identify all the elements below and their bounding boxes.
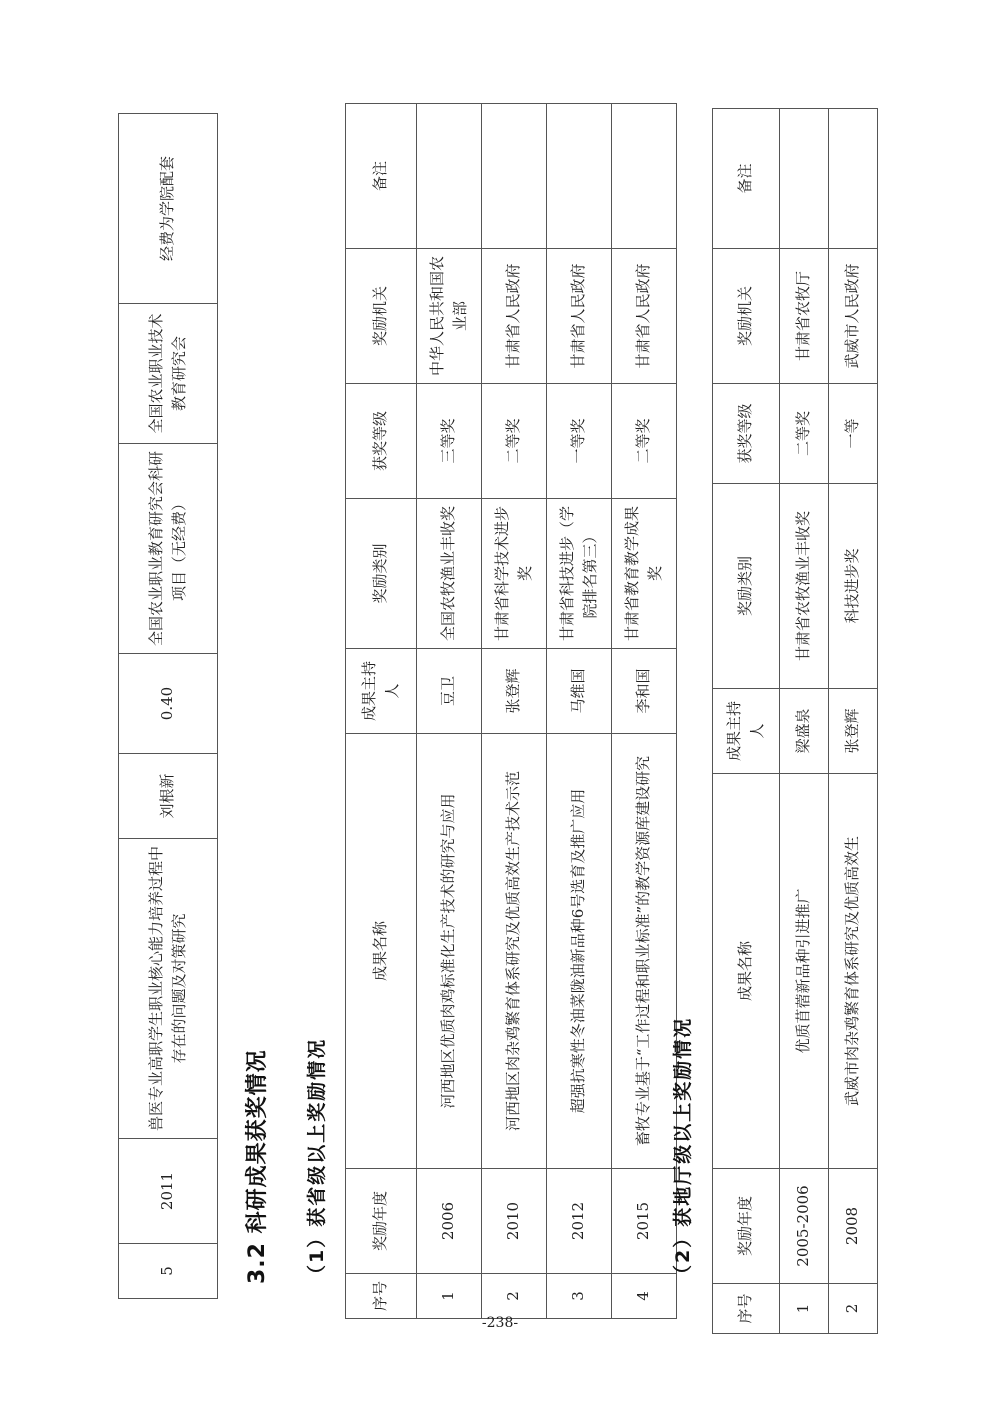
- cell-index: 5: [119, 1244, 218, 1299]
- table-row: [119, 114, 218, 1299]
- section-title: 3.2 科研成果获奖情况: [245, 1049, 270, 1284]
- cell: [547, 104, 612, 249]
- district-awards-table: [712, 108, 878, 1334]
- provincial-awards-table: [345, 103, 677, 1319]
- cell: [780, 109, 829, 249]
- cell: 1: [417, 1274, 482, 1319]
- cell: 2: [482, 1274, 547, 1319]
- header-level: 获奖等级: [713, 384, 780, 484]
- cell-project-name: 兽医专业高职学生职业核心能力培养过程中存在的问题及对策研究: [119, 839, 218, 1139]
- cell: 2010: [482, 1169, 547, 1274]
- cell: 2012: [547, 1169, 612, 1274]
- cell: 2006: [417, 1169, 482, 1274]
- subsection-title-district: （2）获地厅级以上奖励情况: [672, 1016, 694, 1284]
- cell: 1: [780, 1284, 829, 1334]
- header-index: 序号: [713, 1284, 780, 1334]
- cell: 2015: [612, 1169, 677, 1274]
- header-level: 获奖等级: [346, 384, 417, 499]
- cell: 中华人民共和国农业部: [417, 249, 482, 384]
- cell: [829, 109, 878, 249]
- header-year: 奖励年度: [346, 1169, 417, 1274]
- cell: [612, 104, 677, 249]
- cell: 张登辉: [829, 689, 878, 774]
- table-header-row: [713, 109, 780, 1334]
- cell: 河西地区肉杂鸡繁育体系研究及优质高效生产技术示范: [482, 734, 547, 1169]
- cell: 二等奖: [612, 384, 677, 499]
- research-project-table: [118, 113, 218, 1299]
- cell: 优质苜蓿新品种引进推广: [780, 774, 829, 1169]
- cell: 一等: [829, 384, 878, 484]
- cell-organization: 全国农业职业技术教育研究会: [119, 304, 218, 444]
- cell: 甘肃省教育教学成果奖: [612, 499, 677, 649]
- cell: 2005-2006: [780, 1169, 829, 1284]
- cell: [482, 104, 547, 249]
- table-row: [417, 104, 482, 1319]
- table-row: [547, 104, 612, 1319]
- header-name: 成果名称: [713, 774, 780, 1169]
- cell: 张登辉: [482, 649, 547, 734]
- cell: 超强抗寒性冬油菜陇油新品种6号选育及推广应用: [547, 734, 612, 1169]
- cell: 一等奖: [547, 384, 612, 499]
- cell-funding: 0.40: [119, 654, 218, 754]
- table-row: [780, 109, 829, 1334]
- header-year: 奖励年度: [713, 1169, 780, 1284]
- header-category: 奖励类别: [713, 484, 780, 689]
- cell: 河西地区优质肉鸡标准化生产技术的研究与应用: [417, 734, 482, 1169]
- cell: 甘肃省农牧渔业丰收奖: [780, 484, 829, 689]
- table-row: [829, 109, 878, 1334]
- page-number: -238-: [481, 1315, 519, 1331]
- cell: 甘肃省农牧厅: [780, 249, 829, 384]
- table-header-row: [346, 104, 417, 1319]
- cell: [417, 104, 482, 249]
- header-leader: 成果主持人: [346, 649, 417, 734]
- cell: 2008: [829, 1169, 878, 1284]
- cell: 三等奖: [417, 384, 482, 499]
- cell: 科技进步奖: [829, 484, 878, 689]
- header-authority: 奖励机关: [346, 249, 417, 384]
- cell: 甘肃省人民政府: [482, 249, 547, 384]
- cell: 甘肃省人民政府: [612, 249, 677, 384]
- cell: 武威市人民政府: [829, 249, 878, 384]
- subsection-title-provincial: （1）获省级以上奖励情况: [306, 1037, 328, 1284]
- cell: 二等奖: [482, 384, 547, 499]
- cell: 4: [612, 1274, 677, 1319]
- header-index: 序号: [346, 1274, 417, 1319]
- table-row: [482, 104, 547, 1319]
- cell: 梁盛泉: [780, 689, 829, 774]
- cell: 二等奖: [780, 384, 829, 484]
- cell-year: 2011: [119, 1139, 218, 1244]
- header-remark: 备注: [346, 104, 417, 249]
- table-row: [612, 104, 677, 1319]
- cell: 马维国: [547, 649, 612, 734]
- cell: 甘肃省科技进步（学院排名第三）: [547, 499, 612, 649]
- cell: 甘肃省科学技术进步奖: [482, 499, 547, 649]
- cell: 2: [829, 1284, 878, 1334]
- header-category: 奖励类别: [346, 499, 417, 649]
- cell-leader: 刘根新: [119, 754, 218, 839]
- header-leader: 成果主持人: [713, 689, 780, 774]
- cell: 畜牧专业基于“工作过程和职业标准”的教学资源库建设研究: [612, 734, 677, 1169]
- cell: 武威市肉杂鸡繁育体系研究及优质高效生: [829, 774, 878, 1169]
- header-remark: 备注: [713, 109, 780, 249]
- cell: 豆卫: [417, 649, 482, 734]
- header-authority: 奖励机关: [713, 249, 780, 384]
- cell: 3: [547, 1274, 612, 1319]
- cell: 全国农牧渔业丰收奖: [417, 499, 482, 649]
- cell: 甘肃省人民政府: [547, 249, 612, 384]
- cell-project-source: 全国农业职业教育研究会科研项目（无经费）: [119, 444, 218, 654]
- header-name: 成果名称: [346, 734, 417, 1169]
- cell: 李和国: [612, 649, 677, 734]
- cell-remark: 经费为学院配套: [119, 114, 218, 304]
